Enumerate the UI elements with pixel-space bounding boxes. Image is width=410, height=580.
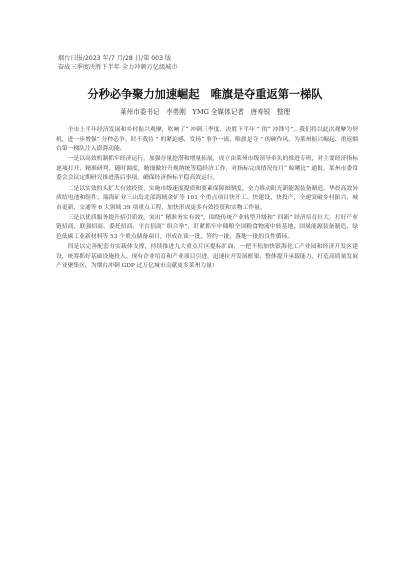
paragraph: 三是以优质服务提升招引质效，突出“ 精准务实有效”，围绕传统产业转型升级和“ 四新” 经济培育壮大，打好产业链招商、联强招商、委托招商、平台招商“ 组合拳”，盯紧抓牢中储粮全国粮食物流中转基地、国晟能源装备制造、绿色低碳工业新材料等 53 个重点储备项目，形成在谈一批、签约一批、落地一批的良性循环。 <box>56 214 358 241</box>
section-line: 奋战三季度决胜下半年 全力冲刺万亿级城市 <box>58 64 178 71</box>
paragraph: 一是以高效机制抓牢经济运行，加强存量挖潜和增量拓展，成立由莱州市级领导牵头的推进专班，对主要经济指标逐项打开、精准研判、随时调度，精细做好升规纳统等稳经济工作，对指标完成情况每月“ 晾晒比” 通报，莱州市委常委会会议定期研究推进落后事项，确保经济指标平稳高效运行。 <box>56 156 358 182</box>
article-body <box>56 126 358 272</box>
source-line: 烟台日报/2023 年/7 月/28 日/第 003 版 <box>58 55 172 62</box>
paragraph: 二是以实效的头扩大有效投资，实施市级速度提质和要素保障图制度，全力推动阳光新能源装备制造、华晨高效异质结电池和组件、瑞海矿业三山岛北部海域金矿等 101 个重点项目快开工、快建设、快投产，全速突破乡村振兴、城市更新、交通等 6 大领域 39 项重点工程，加快形成更多有效投资和实物工作量。 <box>56 185 358 211</box>
paragraph: 全市上半年经济发展和乡村振兴观摩，吹响了“ 冲刺三季度、决胜下半年 ” 的“ 冲锋号”。我们将以此次观摩为契机，进一步增强“ 分秒必争、时不我待 ” 的紧迫感，发扬“ 事争一流、唯旗是夺 ” 的硬作风，为莱州振兴崛起、重返烟台第一梯队注入澎湃动能。 <box>56 127 358 153</box>
article-title: 分秒必争聚力加速崛起 唯旗是夺重返第一梯队 <box>87 88 323 101</box>
source-header <box>58 54 358 72</box>
article-byline: 莱州市委书记 李勇刚 YMG 全媒体记者 唐寿锐 整理 <box>119 108 291 116</box>
paragraph: 四是以完善配套夯实载体支撑，持续推进九大重点片区提标扩面，一把不松加快银海化工产业园和经济开发区建设，统筹抓好基础设施投入、现有企业培育和产业项目引进，迅速拉开发展框架、整体提升承载能力，打造高质量发展产业聚集区，为烟台冲刺 GDP 过万亿城市贡献更多莱州力量! <box>56 244 358 270</box>
